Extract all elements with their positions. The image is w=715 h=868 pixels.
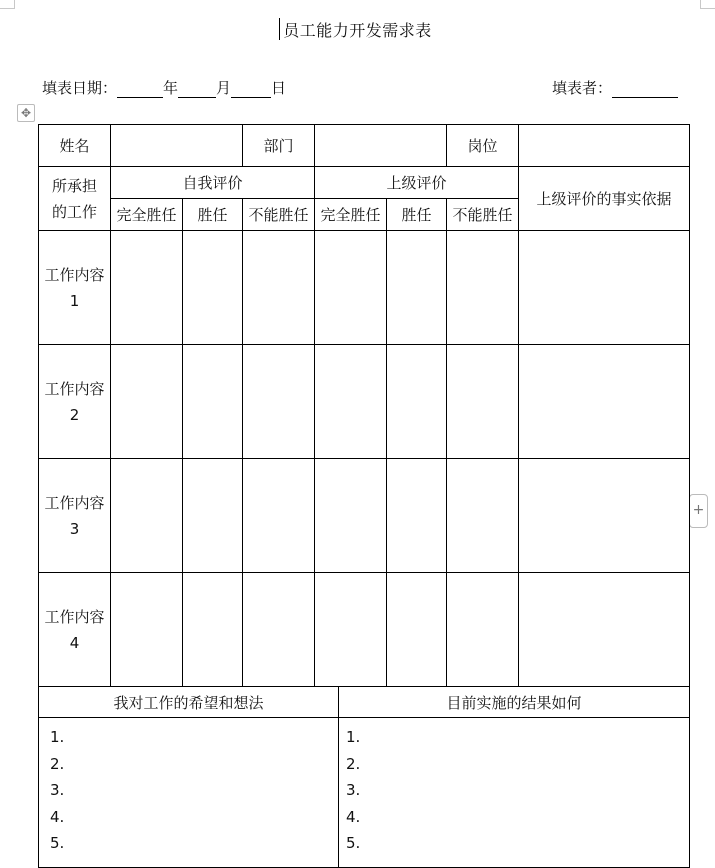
name-label: 姓名 — [39, 125, 111, 167]
list-item: 1. — [346, 728, 361, 746]
table-cell[interactable] — [519, 345, 690, 459]
results-header: 目前实施的结果如何 — [339, 687, 690, 718]
self-competent-header: 胜任 — [183, 199, 243, 231]
day-label: 日 — [271, 79, 287, 97]
table-cell[interactable] — [183, 345, 243, 459]
table-cell[interactable] — [315, 231, 387, 345]
position-label: 岗位 — [447, 125, 519, 167]
table-cell[interactable] — [315, 345, 387, 459]
list-item: 5. — [346, 834, 361, 852]
list-item: 3. — [346, 781, 361, 799]
table-cell[interactable] — [315, 459, 387, 573]
results-list-cell[interactable] — [339, 718, 690, 868]
table-cell[interactable] — [243, 231, 315, 345]
document-title[interactable]: 员工能力开发需求表 — [283, 21, 432, 40]
results-list — [339, 718, 689, 857]
table-cell[interactable] — [243, 573, 315, 687]
work-content-label — [39, 459, 111, 573]
name-input[interactable] — [111, 125, 243, 167]
work-content-text: 工作内容 — [44, 265, 105, 284]
self-eval-header: 自我评价 — [111, 167, 315, 199]
date-label: 填表日期： — [42, 79, 118, 97]
work-content-text: 工作内容 — [44, 379, 105, 398]
work-content-label — [39, 345, 111, 459]
table-cell[interactable] — [183, 459, 243, 573]
hopes-list-cell[interactable] — [39, 718, 339, 868]
table-cell[interactable] — [183, 573, 243, 687]
self-not-competent-header: 不能胜任 — [243, 199, 315, 231]
text-cursor — [279, 18, 280, 40]
table-cell[interactable] — [387, 573, 447, 687]
list-item: 3. — [50, 781, 65, 799]
table-cell[interactable] — [519, 231, 690, 345]
work-content-text: 工作内容 — [44, 493, 105, 512]
work-content-label — [39, 573, 111, 687]
work-content-text: 工作内容 — [44, 607, 105, 626]
page-corner-mark-right — [700, 0, 715, 9]
table-row — [39, 459, 690, 573]
filler-field — [552, 77, 678, 98]
department-input[interactable] — [315, 125, 447, 167]
table-cell[interactable] — [183, 231, 243, 345]
fact-basis-header: 上级评价的事实依据 — [519, 167, 690, 231]
duty-header-line1: 所承担 — [51, 176, 97, 195]
filler-label: 填表者： — [551, 79, 612, 97]
table-cell[interactable] — [387, 231, 447, 345]
page-corner-mark-left — [0, 0, 15, 9]
year-blank[interactable] — [117, 81, 163, 98]
table-row — [39, 573, 690, 687]
month-label: 月 — [216, 79, 232, 97]
filler-blank[interactable] — [612, 81, 678, 98]
table-cell[interactable] — [519, 573, 690, 687]
department-label: 部门 — [243, 125, 315, 167]
table-cell[interactable] — [519, 459, 690, 573]
list-item: 4. — [346, 807, 361, 826]
table-cell[interactable] — [111, 573, 183, 687]
sup-fully-competent-header: 完全胜任 — [315, 199, 387, 231]
hopes-results-header-row — [39, 687, 690, 718]
list-item: 1. — [50, 728, 65, 746]
info-row — [39, 125, 690, 167]
hopes-header: 我对工作的希望和想法 — [39, 687, 339, 718]
year-label: 年 — [163, 79, 179, 97]
hopes-results-body-row — [39, 718, 690, 868]
sup-competent-header: 胜任 — [387, 199, 447, 231]
sup-not-competent-header: 不能胜任 — [447, 199, 519, 231]
table-row — [39, 231, 690, 345]
add-column-icon[interactable]: + — [689, 494, 708, 528]
table-cell[interactable] — [111, 459, 183, 573]
work-content-number: 1 — [69, 291, 80, 310]
work-content-label — [39, 231, 111, 345]
duty-header — [39, 167, 111, 231]
day-blank[interactable] — [231, 81, 271, 98]
evaluation-table — [38, 124, 690, 687]
self-fully-competent-header: 完全胜任 — [111, 199, 183, 231]
eval-header-row — [39, 167, 690, 199]
duty-header-line2: 的工作 — [51, 202, 97, 221]
list-item: 5. — [50, 834, 65, 852]
month-blank[interactable] — [178, 81, 216, 98]
table-cell[interactable] — [111, 345, 183, 459]
table-cell[interactable] — [111, 231, 183, 345]
table-cell[interactable] — [447, 573, 519, 687]
date-field — [42, 77, 286, 98]
work-content-number: 4 — [69, 633, 80, 652]
hopes-results-table — [38, 686, 690, 868]
table-cell[interactable] — [447, 345, 519, 459]
table-cell[interactable] — [387, 345, 447, 459]
list-item: 4. — [50, 807, 65, 826]
position-input[interactable] — [519, 125, 690, 167]
table-move-icon[interactable]: ✥ — [17, 104, 35, 122]
hopes-list — [39, 718, 338, 857]
work-content-number: 2 — [69, 405, 80, 424]
work-content-number: 3 — [69, 519, 80, 538]
list-item: 2. — [50, 754, 65, 773]
table-cell[interactable] — [447, 459, 519, 573]
table-cell[interactable] — [387, 459, 447, 573]
table-cell[interactable] — [243, 459, 315, 573]
list-item: 2. — [346, 754, 361, 773]
table-cell[interactable] — [447, 231, 519, 345]
table-cell[interactable] — [243, 345, 315, 459]
superior-eval-header: 上级评价 — [315, 167, 519, 199]
table-row — [39, 345, 690, 459]
table-cell[interactable] — [315, 573, 387, 687]
